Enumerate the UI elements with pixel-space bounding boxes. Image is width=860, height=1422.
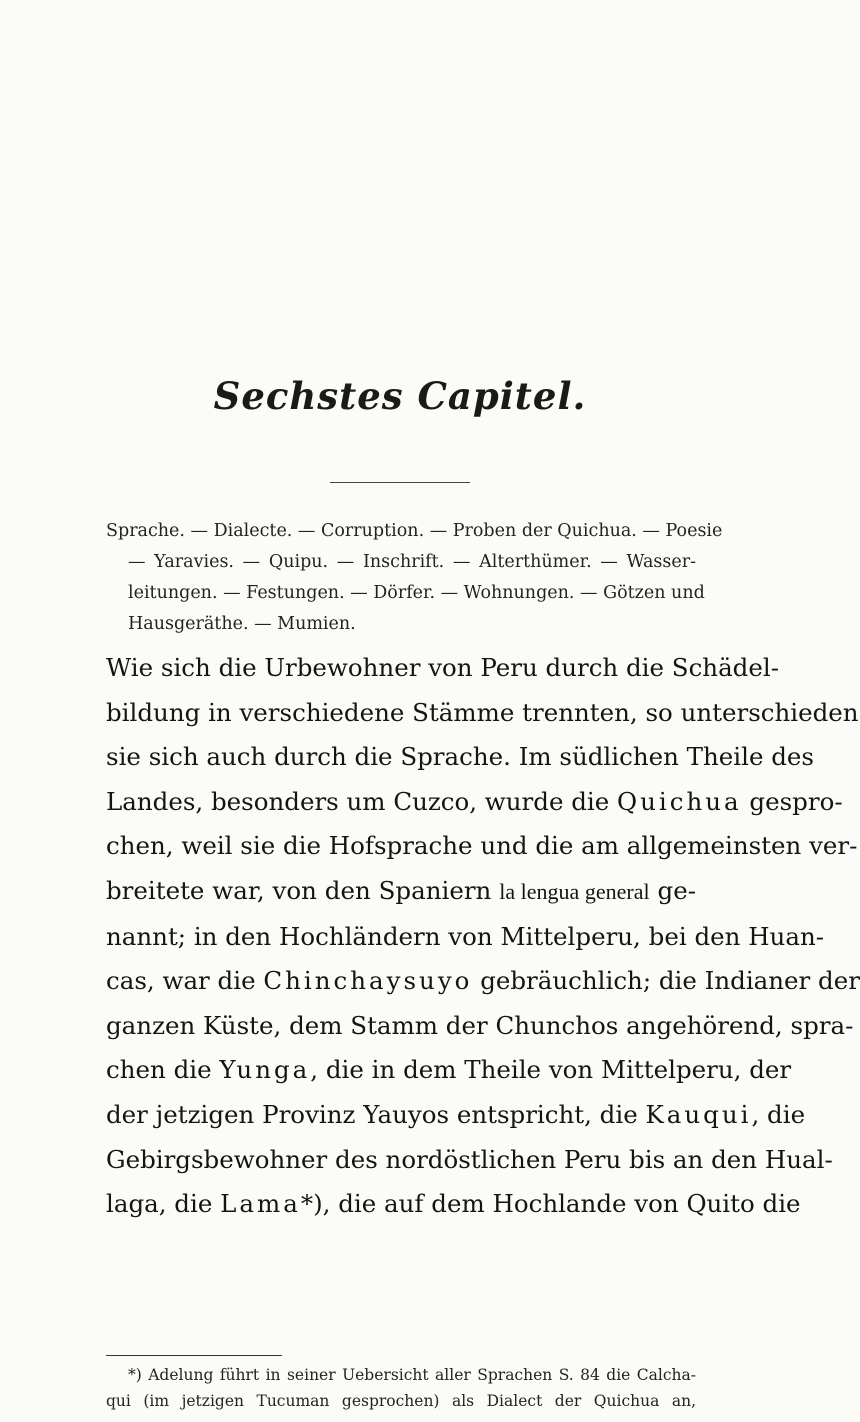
body-line: Landes, besonders um Cuzco, wurde die Quichua gespro- <box>106 786 843 816</box>
chapter-title: Sechstes Capitel. <box>213 374 587 418</box>
body-line: chen die Yunga, die in dem Theile von Mittelperu, der <box>106 1055 792 1085</box>
body-paragraph <box>106 646 860 1227</box>
body-line: sie sich auch durch die Sprache. Im südlichen Theile des <box>106 742 814 772</box>
body-line: breitete war, von den Spaniern la lengua general ge- <box>106 875 696 905</box>
chapter-summary <box>106 516 723 640</box>
title-divider <box>330 482 470 483</box>
body-line: der jetzigen Provinz Yauyos entspricht, die Kauqui, die <box>106 1099 806 1129</box>
footnote-line: qui (im jetzigen Tucuman gesprochen) als Dialect der Quichua an, <box>106 1392 696 1410</box>
language-name: Lama <box>220 1189 301 1219</box>
language-name: Kauqui <box>645 1099 752 1129</box>
footnote <box>106 1362 696 1414</box>
footnote-divider <box>106 1355 282 1356</box>
summary-line: Sprache. — Dialecte. — Corruption. — Proben der Quichua. — Poesie <box>106 521 723 541</box>
summary-line: Hausgeräthe. — Mumien. <box>128 614 356 634</box>
summary-line: — Yaravies. — Quipu. — Inschrift. — Alterthümer. — Wasser- <box>128 552 696 572</box>
body-line: nannt; in den Hochländern von Mittelperu, bei den Huan- <box>106 921 825 951</box>
body-line: cas, war die Chinchaysuyo gebräuchlich; die Indianer der <box>106 966 860 996</box>
body-line: Wie sich die Urbewohner von Peru durch die Schädel- <box>106 653 779 682</box>
body-line: ganzen Küste, dem Stamm der Chunchos angehörend, spra- <box>106 1010 854 1040</box>
body-line: laga, die Lama*), die auf dem Hochlande von Quito die <box>106 1189 801 1219</box>
summary-line: leitungen. — Festungen. — Dörfer. — Wohnungen. — Götzen und <box>128 583 705 603</box>
body-line: Gebirgsbewohner des nordöstlichen Peru bis an den Hual- <box>106 1144 833 1174</box>
body-line: chen, weil sie die Hofsprache und die am allgemeinsten ver- <box>106 831 858 861</box>
footnote-line: *) Adelung führt in seiner Uebersicht aller Sprachen S. 84 die Calcha- <box>128 1366 696 1384</box>
body-line: bildung in verschiedene Stämme trennten, so unterschieden <box>106 697 859 727</box>
language-name: Quichua <box>617 786 742 816</box>
latin-phrase: la lengua general <box>499 878 650 904</box>
language-name: Chinchaysuyo <box>263 966 473 996</box>
language-name: Yunga <box>219 1055 311 1085</box>
